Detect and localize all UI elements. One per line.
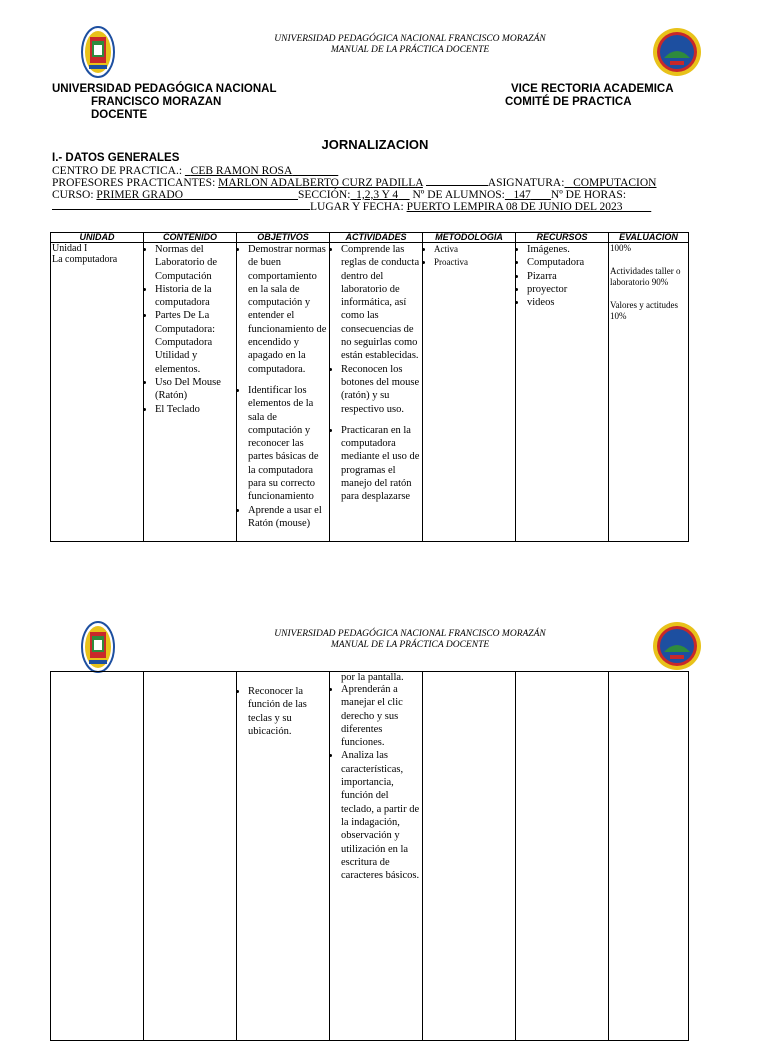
field-label: ASIGNATURA:	[487, 177, 565, 189]
institution-right	[505, 83, 674, 109]
field-value: COMPUTACION	[573, 177, 657, 189]
list-item: • proyector	[527, 283, 607, 296]
list-item: • El Teclado	[155, 403, 235, 416]
cell-objetivos	[237, 243, 330, 542]
field-label: CURSO:	[52, 189, 94, 201]
page-header	[150, 629, 670, 651]
cell-contenido	[144, 672, 237, 1041]
list-item: • Analiza las características, importancia, función del teclado, a partir de la indagación, observación y utilización en la escritura de caracteres básicos.	[341, 749, 421, 882]
cell-recursos	[516, 672, 609, 1041]
table-row	[51, 243, 689, 542]
institution-line: UNIVERSIDAD PEDAGÓGICA NACIONAL	[52, 83, 277, 95]
field-value: MARLON ADALBERTO CURZ PADILLA	[218, 177, 423, 189]
field-label: LUGAR Y FECHA:	[310, 201, 404, 213]
institution-line: COMITÉ DE PRACTICA	[505, 96, 632, 108]
upn-logo	[80, 25, 116, 84]
list-item: • Normas del Laboratorio de Computación	[155, 243, 235, 283]
column-header-metodologia: METODOLOGIA	[423, 233, 516, 243]
list-item: • Proactiva	[434, 256, 514, 269]
field-lugar	[52, 201, 672, 213]
list-item: • Reconocen los botones del mouse (ratón) y su respectivo uso.	[341, 363, 421, 416]
column-header-evaluacion: EVALUACION	[609, 233, 689, 243]
cell-evaluacion	[609, 243, 689, 542]
field-label: Nº DE ALUMNOS:	[412, 189, 505, 201]
jornalizacion-table-continued	[50, 671, 689, 1041]
cell-actividades	[330, 243, 423, 542]
evaluacion-line: Valores y actitudes 10%	[610, 300, 678, 321]
header-line-2: MANUAL DE LA PRÁCTICA DOCENTE	[330, 45, 490, 55]
column-header-recursos: RECURSOS	[516, 233, 609, 243]
field-label: SECCIÓN:	[298, 189, 351, 201]
field-value: 1,2,3 Y 4	[356, 189, 399, 201]
unidad-line: Unidad I	[52, 243, 88, 254]
institution-line: VICE RECTORIA ACADEMICA	[511, 83, 674, 95]
page-header	[150, 34, 670, 56]
institution-line: DOCENTE	[91, 109, 148, 121]
cell-unidad	[51, 672, 144, 1041]
list-item: • Aprenderán a manejar el clic derecho y sus diferentes funciones.	[341, 683, 421, 749]
field-label: Nº DE HORAS:	[550, 189, 627, 201]
field-value: PRIMER GRADO	[96, 189, 184, 201]
field-label: PROFESORES PRACTICANTES:	[52, 177, 216, 189]
header-line-1: UNIVERSIDAD PEDAGÓGICA NACIONAL FRANCISCO MORAZÁN	[274, 34, 546, 44]
evaluacion-line: 100%	[610, 243, 631, 253]
actividades-continuation: por la pantalla.	[341, 672, 404, 683]
cell-evaluacion	[609, 672, 689, 1041]
list-item: • Practicaran en la computadora mediante el uso de programas el manejo del ratón para desplazarse	[341, 424, 421, 504]
header-line-1: UNIVERSIDAD PEDAGÓGICA NACIONAL FRANCISCO MORAZÁN	[274, 629, 546, 639]
list-item: • Demostrar normas de buen comportamiento en la sala de computación y entender el funcionamiento de encendido y apagado en la computadora.	[248, 243, 328, 376]
table-row	[51, 672, 689, 1041]
list-item: • Pizarra	[527, 270, 607, 283]
field-value: CEB RAMON ROSA	[190, 165, 293, 177]
list-item: • Aprende a usar el Ratón (mouse)	[248, 504, 328, 531]
list-item: • Comprende las reglas de conducta dentro del laboratorio de informática, así como las consecuencias de no seguirlas como están establecidas.	[341, 243, 421, 363]
list-item: • Partes De La Computadora: Computadora Utilidad y elementos.	[155, 309, 235, 375]
field-centro	[52, 165, 672, 177]
institution-left	[52, 83, 276, 122]
unidad-line: La computadora	[52, 254, 118, 265]
list-item: • videos	[527, 296, 607, 309]
list-item: • Identificar los elementos de la sala de computación y reconocer las partes básicas de la computadora para su correcto funcionamiento	[248, 384, 328, 504]
list-item: • Uso Del Mouse (Ratón)	[155, 376, 235, 403]
header-line-2: MANUAL DE LA PRÁCTICA DOCENTE	[330, 640, 490, 650]
column-header-actividades: ACTIVIDADES	[330, 233, 423, 243]
list-item: • Imágenes.	[527, 243, 607, 256]
institution-line: FRANCISCO MORAZAN	[91, 96, 222, 108]
jornalizacion-table	[50, 232, 689, 542]
field-curso	[52, 189, 672, 201]
field-value: 147	[513, 189, 531, 201]
field-label: CENTRO DE PRACTICA.:	[52, 165, 183, 177]
general-data	[52, 165, 672, 213]
section-heading: I.- DATOS GENERALES	[52, 152, 180, 164]
page-title: JORNALIZACION	[321, 137, 429, 152]
evaluacion-line: Actividades taller o laboratorio 90%	[610, 266, 681, 287]
cell-metodologia	[423, 672, 516, 1041]
cell-unidad	[51, 243, 144, 542]
cell-metodologia	[423, 243, 516, 542]
list-item: • Historia de la computadora	[155, 283, 235, 310]
field-value: PUERTO LEMPIRA 08 DE JUNIO DEL 2023	[406, 201, 623, 213]
list-item: • Computadora	[527, 256, 607, 269]
cell-contenido	[144, 243, 237, 542]
column-header-contenido: CONTENIDO	[144, 233, 237, 243]
field-profesores	[52, 177, 672, 189]
cell-actividades	[330, 672, 423, 1041]
table-header-row	[51, 233, 689, 243]
list-item: • Activa	[434, 243, 514, 256]
list-item: • Reconocer la función de las teclas y su ubicación.	[248, 685, 328, 738]
column-header-unidad: UNIDAD	[51, 233, 144, 243]
cell-recursos	[516, 243, 609, 542]
column-header-objetivos: OBJETIVOS	[237, 233, 330, 243]
cell-objetivos	[237, 672, 330, 1041]
